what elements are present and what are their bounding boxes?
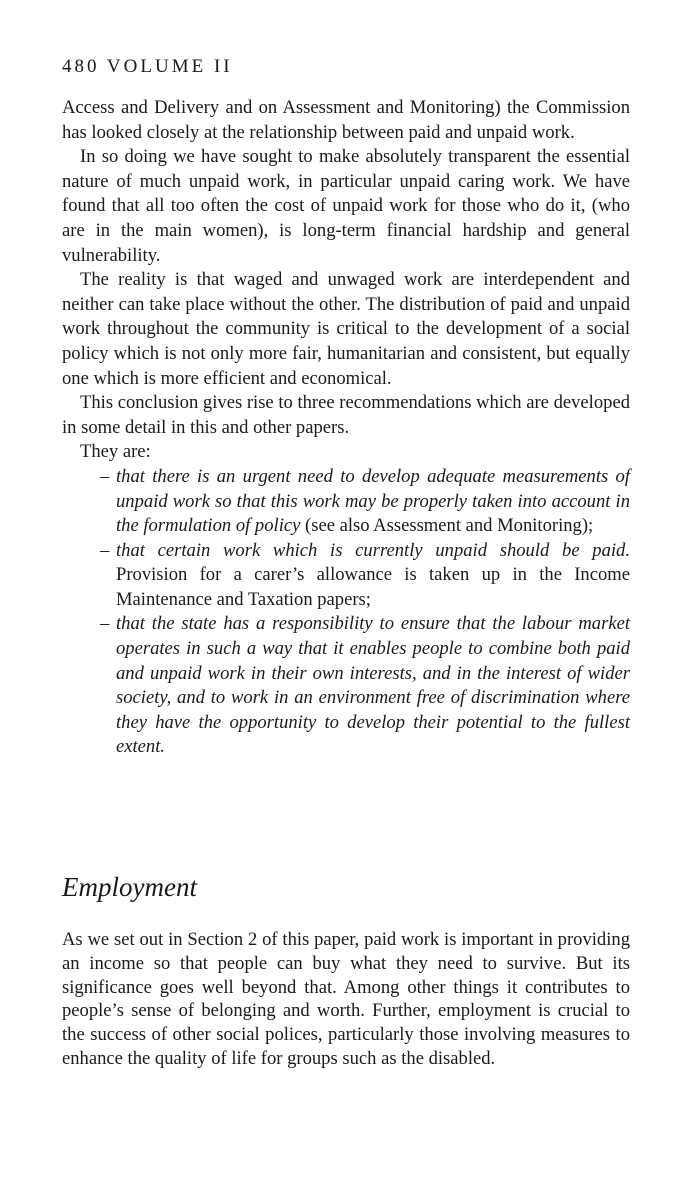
recommendation-roman: (see also Assessment and Monitoring); (300, 515, 594, 537)
list-item (100, 465, 630, 539)
paragraph-access-delivery: Access and Delivery and on Assessment and Monitoring) the Commission has looked closely at the relationship between paid and unpaid work. (62, 97, 630, 143)
paragraph-interdependence: The reality is that waged and unwaged work are interdependent and neither can take place without the other. The distribution of paid and unpaid work throughout the community is critical to the development of a social policy which is not only more fair, humanitarian and consistent, but equally one which is more efficient and economical. (62, 269, 630, 389)
body-text (62, 96, 630, 760)
running-head (62, 55, 233, 79)
list-item (100, 539, 630, 613)
dash-marker: – (100, 539, 110, 561)
paragraph-transparency: In so doing we have sought to make absolutely transparent the essential nature of much unpaid work, in particular unpaid caring work. We have found that all too often the cost of unpaid work for those who do it, (who are in the main women), is long-term financial hardship and general vulnerability. (62, 146, 630, 266)
paragraph-recommendations-intro: This conclusion gives rise to three recommendations which are developed in some detail in this and other papers. (62, 392, 630, 438)
page-number: 480 (62, 56, 100, 77)
recommendations-list (62, 465, 630, 760)
dash-marker: – (100, 613, 110, 635)
list-item (100, 612, 630, 760)
paragraph-employment: As we set out in Section 2 of this paper, paid work is important in providing an income so that people can buy what they need to survive. But its significance goes well beyond that. Among other things it contributes to people’s sense of belonging and worth. Further, employment is crucial to the success of other social polices, particularly those involving measures to enhance the quality of life for groups such as the disabled. (62, 929, 630, 1069)
recommendation-italic: that the state has a responsibility to ensure that the labour market operates in such a way that it enables people to combine both paid and unpaid work in their own interests, and in the interest of wider society, and to work in an environment free of discrimination where they have the opportunity to develop their potential to the fullest extent. (116, 613, 630, 758)
section-heading-employment: Employment (62, 872, 197, 902)
recommendation-italic: that certain work which is currently unpaid should be paid. (116, 539, 630, 561)
recommendation-italic: that there is an urgent need to develop adequate measurements of unpaid work so that this work may be properly taken into account in the formulation of policy (116, 465, 630, 537)
volume-label: VOLUME II (106, 56, 233, 77)
recommendation-roman: Provision for a carer’s allowance is taken up in the Income Maintenance and Taxation papers; (116, 564, 630, 610)
paragraph-they-are: They are: (80, 441, 151, 463)
dash-marker: – (100, 465, 110, 487)
